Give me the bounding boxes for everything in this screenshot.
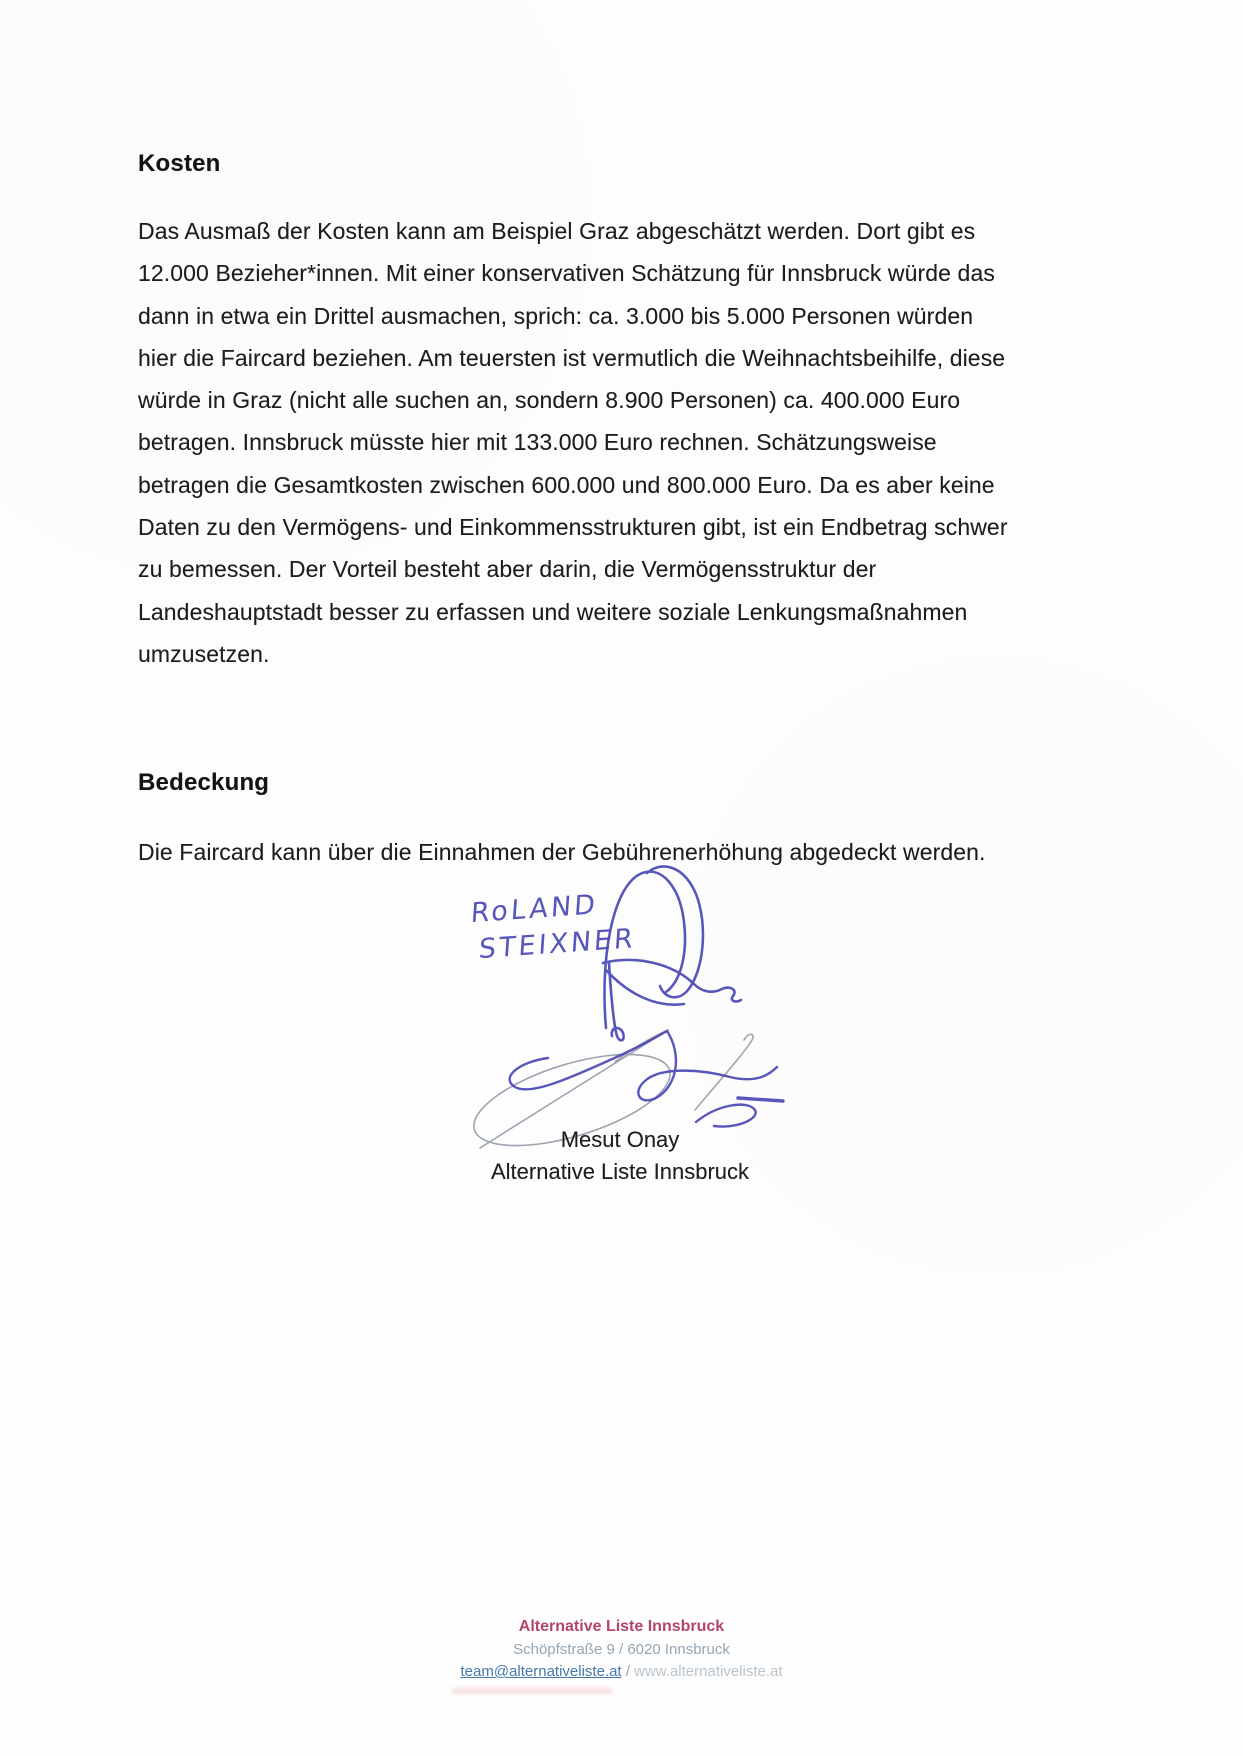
signature-scribble xyxy=(400,770,830,1170)
paragraph-line: betragen die Gesamtkosten zwischen 600.000 und 800.000 Euro. Da es aber keine xyxy=(138,471,995,498)
bedeckung-heading: Bedeckung xyxy=(138,769,270,796)
signer-block xyxy=(390,1124,850,1188)
paragraph-line: Die Faircard kann über die Einnahmen der Gebührenerhöhung abgedeckt werden. xyxy=(138,839,986,865)
paragraph-line: Daten zu den Vermögens- und Einkommensstrukturen gibt, ist ein Endbetrag schwer xyxy=(138,514,1008,541)
footer-ink-smudge xyxy=(452,1688,612,1694)
paragraph-line: 12.000 Bezieher*innen. Mit einer konservativen Schätzung für Innsbruck würde das xyxy=(138,260,995,287)
paragraph-line: umzusetzen. xyxy=(138,640,270,667)
footer-address: Schöpfstraße 9 / 6020 Innsbruck xyxy=(513,1641,730,1658)
paragraph-line: hier die Faircard beziehen. Am teuersten ist vermutlich die Weihnachtsbeihilfe, diese xyxy=(138,344,1006,371)
signer-org: Alternative Liste Innsbruck xyxy=(490,1159,750,1184)
paragraph-line: dann in etwa ein Drittel ausmachen, sprich: ca. 3.000 bis 5.000 Personen würden xyxy=(138,302,974,329)
paragraph-line: Landeshauptstadt besser zu erfassen und weitere soziale Lenkungsmaßnahmen xyxy=(138,598,968,625)
footer xyxy=(0,1616,1243,1682)
footer-separator: / xyxy=(621,1663,635,1680)
kosten-heading: Kosten xyxy=(138,150,221,177)
roland-signature-scribble xyxy=(603,866,741,1040)
paragraph-line: würde in Graz (nicht alle suchen an, sondern 8.900 Personen) ca. 400.000 Euro xyxy=(138,387,961,414)
handwritten-name-line2: STEIXNER xyxy=(477,923,637,966)
paragraph-line: zu bemessen. Der Vorteil besteht aber darin, die Vermögensstruktur der xyxy=(138,556,877,583)
footer-contact-line xyxy=(0,1661,1243,1682)
footer-org: Alternative Liste Innsbruck xyxy=(518,1618,725,1635)
footer-website: www.alternativeliste.at xyxy=(634,1663,783,1680)
footer-email-link[interactable]: team@alternativeliste.at xyxy=(460,1663,622,1680)
signer-name: Mesut Onay xyxy=(560,1127,680,1152)
paragraph-line: Das Ausmaß der Kosten kann am Beispiel Graz abgeschätzt werden. Dort gibt es xyxy=(138,218,976,244)
handwritten-name-line1: RoLAND xyxy=(469,889,599,930)
kosten-paragraph xyxy=(138,210,1078,675)
paragraph-line: betragen. Innsbruck müsste hier mit 133.000 Euro rechnen. Schätzungsweise xyxy=(138,429,937,456)
